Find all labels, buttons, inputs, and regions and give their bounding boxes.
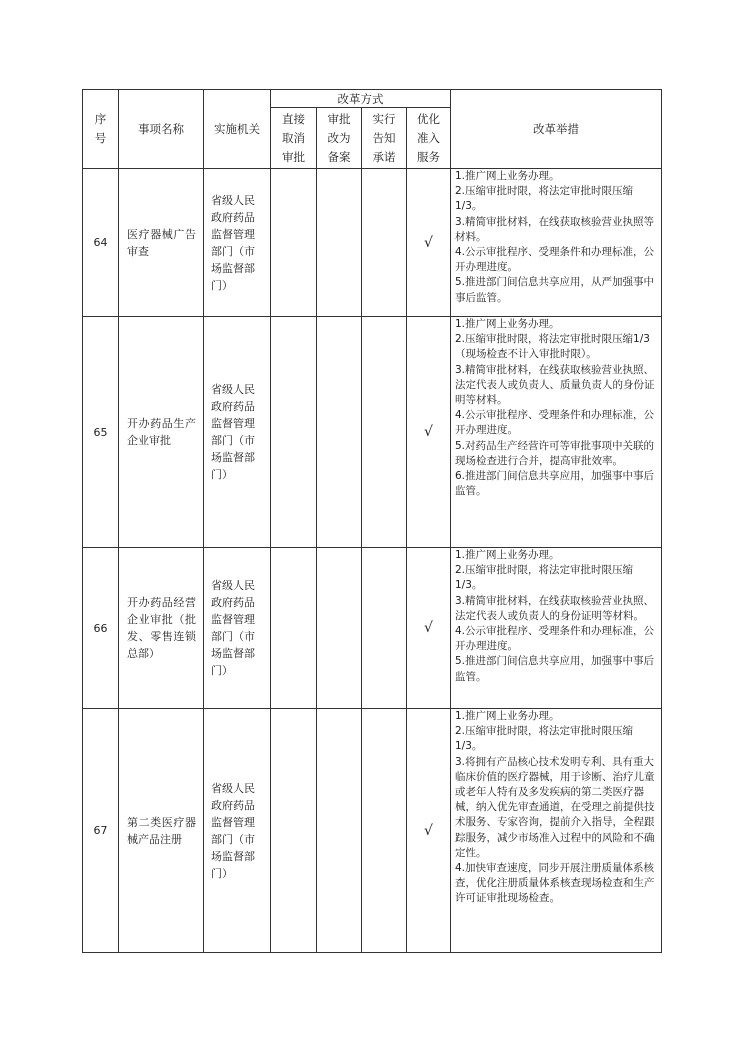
row-measures	[451, 709, 662, 953]
table-row	[83, 169, 662, 317]
table-row	[83, 709, 662, 953]
row-check-mark: √	[407, 317, 451, 548]
measure-line: 1.推广网上业务办理。	[455, 549, 560, 561]
row-agency: 省级人民政府药品监督管理部门（市场监督部门）	[204, 317, 271, 548]
row-agency: 省级人民政府药品监督管理部门（市场监督部门）	[204, 548, 271, 709]
row-mode-record	[317, 169, 362, 317]
row-check-mark: √	[407, 169, 451, 317]
measure-line: 5.推进部门间信息共享应用，加强事中事后监管。	[455, 655, 655, 683]
row-mode-record	[317, 317, 362, 548]
row-check-mark: √	[407, 709, 451, 953]
row-number: 64	[83, 169, 119, 317]
row-number: 65	[83, 317, 119, 548]
measure-line: 2.压缩审批时限，将法定审批时限压缩1/3。	[455, 725, 634, 753]
row-mode-cancel	[271, 169, 317, 317]
header-seq: 序 号	[83, 90, 119, 169]
row-mode-cancel	[271, 317, 317, 548]
header-mode-notify: 实行 告知 承诺	[362, 108, 407, 169]
measure-line: 3.精简审批材料，在线获取核验营业执照等材料。	[455, 215, 655, 243]
measure-line: 5.对药品生产经营许可等审批事项中关联的现场检查进行合并，提高审批效率。	[455, 439, 655, 467]
measure-line: 2.压缩审批时限，将法定审批时限压缩1/3。	[455, 185, 634, 213]
header-mode-cancel: 直接 取消 审批	[271, 108, 317, 169]
row-item-name: 开办药品生产企业审批	[119, 317, 204, 548]
row-item-name: 医疗器械广告审查	[119, 169, 204, 317]
measure-line: 3.精简审批材料，在线获取核验营业执照、法定代表人或负责人的身份证明等材料。	[455, 594, 655, 622]
header-mode-record: 审批 改为 备案	[317, 108, 362, 169]
measure-line: 2.压缩审批时限，将法定审批时限压缩1/3（现场检查不计入审批时限）。	[455, 333, 650, 361]
row-mode-notify	[362, 317, 407, 548]
row-mode-notify	[362, 709, 407, 953]
measure-line: 4.公示审批程序、受理条件和办理标准，公开办理进度。	[455, 246, 655, 274]
row-mode-record	[317, 548, 362, 709]
measure-line: 5.推进部门间信息共享应用，从严加强事中事后监管。	[455, 276, 655, 304]
measure-line: 1.推广网上业务办理。	[455, 170, 560, 182]
table-row	[83, 317, 662, 548]
measure-line: 4.公示审批程序、受理条件和办理标准，公开办理进度。	[455, 625, 655, 653]
row-mode-cancel	[271, 709, 317, 953]
header-reform-mode: 改革方式	[271, 90, 451, 108]
measure-line: 6.推进部门间信息共享应用，加强事中事后监管。	[455, 470, 655, 498]
row-measures	[451, 317, 662, 548]
header-mode-optimize: 优化 准入 服务	[407, 108, 451, 169]
row-item-name: 开办药品经营企业审批（批发、零售连锁总部）	[119, 548, 204, 709]
reform-table	[82, 89, 662, 953]
row-mode-notify	[362, 548, 407, 709]
row-measures	[451, 548, 662, 709]
row-agency: 省级人民政府药品监督管理部门（市场监督部门）	[204, 169, 271, 317]
row-number: 66	[83, 548, 119, 709]
row-measures	[451, 169, 662, 317]
measure-line: 3.将拥有产品核心技术发明专利、具有重大临床价值的医疗器械，用于诊断、治疗儿童或老年人特有及多发疾病的第二类医疗器械，纳入优先审查通道，在受理之前提供技术服务、专家咨询，提前介入指导，全程跟踪服务，减少市场准入过程中的风险和不确定性。	[455, 755, 655, 859]
row-mode-record	[317, 709, 362, 953]
row-agency: 省级人民政府药品监督管理部门（市场监督部门）	[204, 709, 271, 953]
measure-line: 4.加快审查速度，同步开展注册质量体系核查，优化注册质量体系核查现场检查和生产许可证审批现场检查。	[455, 862, 655, 905]
measure-line: 4.公示审批程序、受理条件和办理标准，公开办理进度。	[455, 409, 655, 437]
row-check-mark: √	[407, 548, 451, 709]
measure-line: 1.推广网上业务办理。	[455, 318, 560, 330]
measure-line: 3.精简审批材料，在线获取核验营业执照、法定代表人或负责人、质量负责人的身份证明等材料。	[455, 363, 655, 407]
measure-line: 2.压缩审批时限，将法定审批时限压缩1/3。	[455, 564, 634, 592]
header-agency: 实施机关	[204, 90, 271, 169]
row-mode-notify	[362, 169, 407, 317]
table-row	[83, 548, 662, 709]
header-measures: 改革举措	[451, 90, 662, 169]
row-number: 67	[83, 709, 119, 953]
measure-line: 1.推广网上业务办理。	[455, 710, 560, 722]
row-mode-cancel	[271, 548, 317, 709]
row-item-name: 第二类医疗器械产品注册	[119, 709, 204, 953]
header-item-name: 事项名称	[119, 90, 204, 169]
